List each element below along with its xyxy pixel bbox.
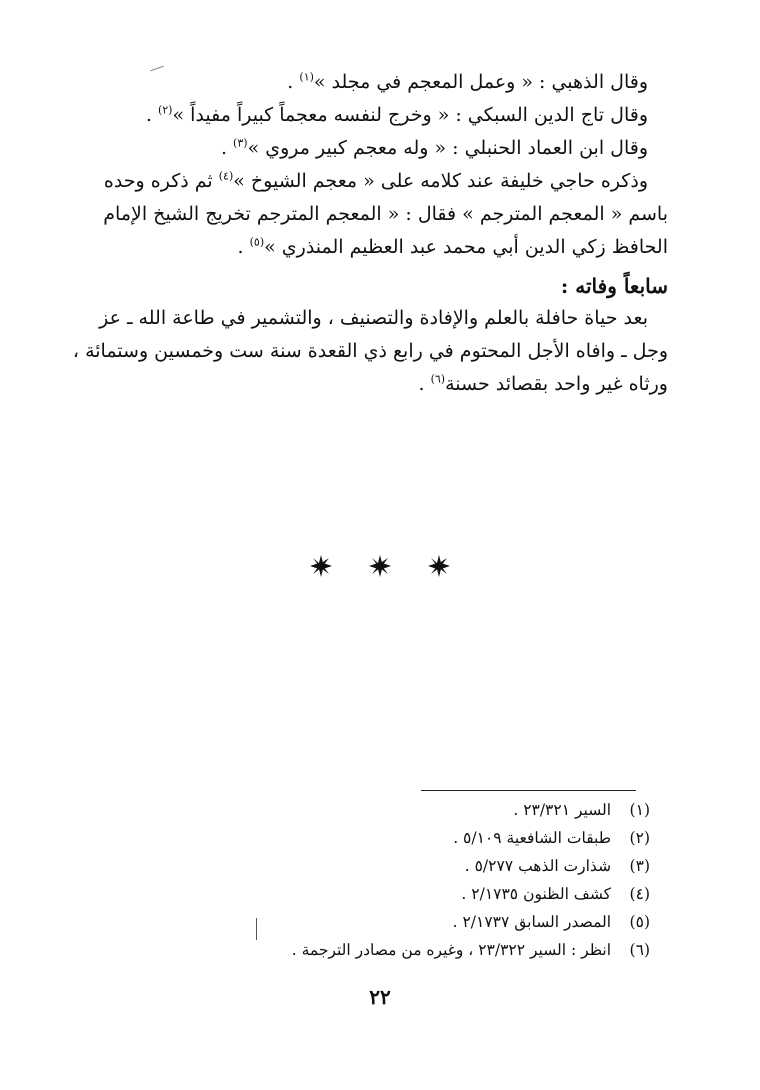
line-tail: .: [287, 71, 300, 93]
text-line-9: [88, 368, 668, 401]
line-text: وقال ابن العماد الحنبلي : « وله معجم كبير مروي »: [247, 137, 648, 159]
footnote-ref-1[interactable]: (١): [299, 70, 314, 84]
line-tail: ثم ذكره وحده: [103, 170, 219, 192]
footnote-item: [230, 852, 650, 880]
section-heading: سابعاً وفاته :: [560, 274, 668, 298]
line-text: ورثاه غير واحد بقصائد حسنة: [445, 373, 668, 395]
footnotes-list: [230, 796, 650, 964]
line-text: وقال الذهبي : « وعمل المعجم في مجلد »: [313, 71, 648, 93]
footnote-ref-4[interactable]: (٤): [218, 169, 234, 183]
text-line-4: [88, 165, 668, 198]
footnote-number: (٤): [629, 885, 650, 903]
footnote-text: كشف الظنون ٢/١٧٣٥ .: [461, 885, 612, 903]
footnote-text: السير ٢٣/٣٢١ .: [513, 801, 612, 819]
text-line-7: [88, 302, 668, 335]
text-line-2: [88, 99, 668, 132]
footnote-number: (٦): [629, 941, 650, 959]
eight-point-star-icon: [428, 555, 450, 577]
footnote-ref-5[interactable]: (٥): [249, 235, 265, 249]
section-separator: [0, 555, 760, 577]
line-text: باسم « المعجم المترجم » فقال : « المعجم المترجم تخريج الشيخ الإمام: [103, 203, 668, 225]
footnote-number: (٥): [629, 913, 650, 931]
line-text: الحافظ زكي الدين أبي محمد عبد العظيم المنذري »: [264, 236, 668, 258]
footnote-number: (١): [629, 801, 650, 819]
footnote-ref-2[interactable]: (٢): [157, 103, 173, 117]
footnote-ref-3[interactable]: (٣): [233, 136, 248, 150]
footnote-text: انظر : السير ٢٣/٣٢٢ ، وغيره من مصادر الترجمة .: [291, 941, 612, 959]
main-text: [72, 66, 668, 401]
line-tail: .: [418, 373, 431, 395]
footnote-number: (٢): [629, 829, 650, 847]
footnote-text: المصدر السابق ٢/١٧٣٧ .: [452, 913, 612, 931]
line-text: وذكره حاجي خليفة عند كلامه على « معجم الشيوخ »: [233, 170, 648, 192]
scan-mark: [256, 918, 257, 940]
line-tail: .: [220, 137, 234, 159]
footnote-item: [230, 880, 650, 908]
footnote-text: طبقات الشافعية ٥/١٠٩ .: [453, 829, 612, 847]
footnote-item: [230, 908, 650, 936]
footnote-ref-6[interactable]: (٦): [430, 372, 446, 386]
eight-point-star-icon: [310, 555, 332, 577]
footnote-item: [230, 796, 650, 824]
text-line-3: [88, 132, 668, 165]
footnote-divider: [421, 790, 636, 791]
line-text: وجل ـ وافاه الأجل المحتوم في رابع ذي القعدة سنة ست وخمسين وستمائة ،: [72, 340, 668, 362]
eight-point-star-icon: [369, 555, 391, 577]
footnote-item: [230, 824, 650, 852]
footnote-item: [230, 936, 650, 964]
text-line-6: [88, 231, 668, 264]
page-number: ٢٢: [369, 985, 391, 1009]
line-tail: .: [145, 104, 158, 126]
text-line-8: [72, 335, 668, 368]
line-text: وقال تاج الدين السبكي : « وخرج لنفسه معجماً كبيراً مفيداً »: [172, 104, 648, 126]
text-line-1: [88, 66, 668, 99]
text-line-5: [88, 198, 668, 231]
footnote-text: شذارت الذهب ٥/٢٧٧ .: [464, 857, 612, 875]
footnote-number: (٣): [629, 857, 650, 875]
line-tail: .: [237, 236, 250, 258]
line-text: بعد حياة حافلة بالعلم والإفادة والتصنيف ، والتشمير في طاعة الله ـ عز: [99, 307, 648, 329]
